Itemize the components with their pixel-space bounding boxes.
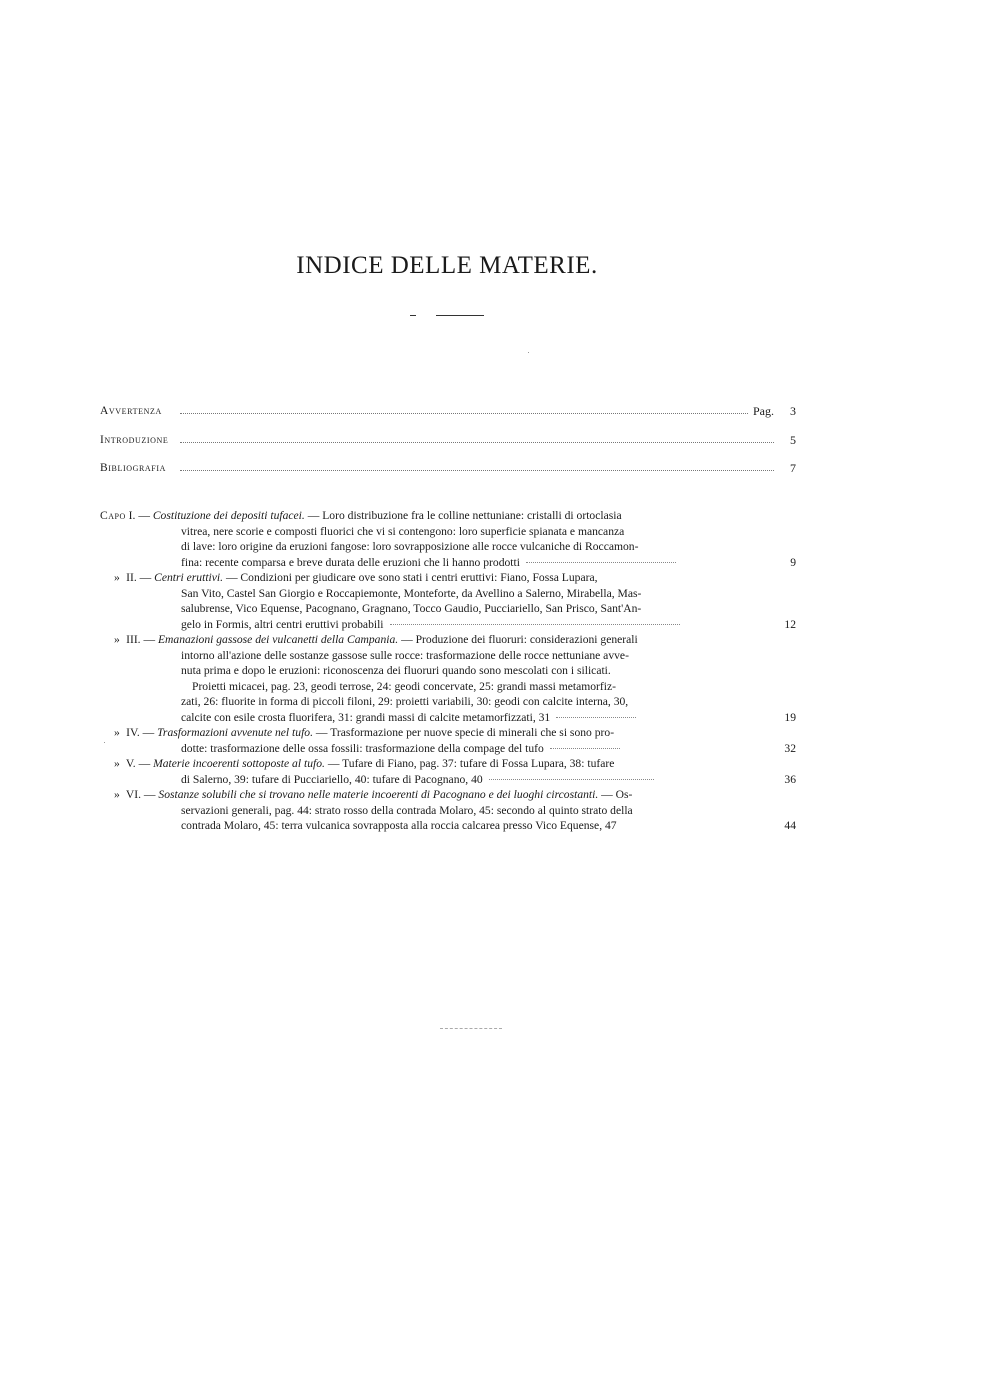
chapter-prefix: » bbox=[114, 757, 121, 770]
bottom-ornament bbox=[440, 1027, 502, 1029]
dot-leader bbox=[489, 779, 654, 780]
dot-leader bbox=[550, 748, 620, 749]
chapter-title: Emanazioni gassose dei vulcanetti della Campania. bbox=[157, 633, 399, 646]
chapter-numeral: V. bbox=[125, 757, 136, 770]
dot-leader bbox=[390, 624, 680, 625]
chapter-text-line: nuta prima e dopo le eruzioni: riconoscenza dei fluoruri quando sono mescolati con i silicati. bbox=[181, 664, 611, 677]
paper-speck bbox=[528, 352, 529, 353]
chapter-text-line: salubrense, Vico Equense, Pacognano, Gragnano, Tocco Gaudio, Pucciariello, San Prisco, Sant'An- bbox=[181, 602, 642, 615]
chapter-text-line: di lave: loro origine da eruzioni fangose: loro sovrapposizione alle rocce vulcaniche di Roccamon- bbox=[181, 540, 639, 553]
chapter-numeral: II. bbox=[126, 571, 137, 584]
toc-entry-introduzione bbox=[100, 432, 796, 448]
chapter-page-number: 44 bbox=[784, 819, 796, 832]
toc-entry-avvertenza bbox=[100, 403, 796, 419]
dot-leader bbox=[180, 470, 774, 471]
chapter-text-line: calcite con esile crosta fluorifera, 31: grandi massi di calcite metamorfizzati, 31 bbox=[181, 710, 551, 724]
dot-leader bbox=[556, 717, 636, 718]
chapter-page-number: 19 bbox=[784, 710, 796, 724]
chapter-entry-1: Capo I. — Costituzione dei depositi tufacei. — Loro distribuzione fra le colline nettuniane: cristalli di ortoclasia vitrea, nere scorie e composti fluorici che vi si contengono: loro superficie spianata e mancanza di lave: loro origine da eruzioni fangose: loro sovrapposizione alle rocce vulcaniche di Roccamon- fina: recente comparsa e breve durata delle eruzioni che li hanno prodotti 9 bbox=[100, 509, 796, 569]
chapter-text-line: contrada Molaro, 45: terra vulcanica sovrapposta alla roccia calcarea presso Vico Equense, 47 bbox=[181, 819, 617, 832]
toc-page-number: 5 bbox=[790, 433, 796, 447]
chapter-title: Trasformazioni avvenute nel tufo. bbox=[157, 726, 313, 739]
chapter-text-line: — Trasformazione per nuove specie di minerali che si sono pro- bbox=[315, 726, 615, 739]
chapter-text-line: vitrea, nere scorie e composti fluorici che vi si contengono: loro superficie spianata e mancanza bbox=[181, 524, 625, 538]
chapter-text-line: — Tufare di Fiano, pag. 37: tufare di Fossa Lupara, 38: tufare bbox=[327, 757, 615, 770]
chapter-entry-6: » VI. — Sostanze solubili che si trovano nelle materie incoerenti di Pacognano e dei luoghi circostanti. — Os- servazioni generali, pag. 44: strato rosso della contrada Molaro, 45: secondo al quinto strato della contrada Molaro, 45: terra vulcanica sovrapposta alla roccia calcarea presso Vico Equense, 47 44 bbox=[114, 788, 796, 832]
chapter-page-number: 12 bbox=[784, 617, 796, 631]
title-rule-short bbox=[410, 315, 416, 316]
chapter-text-line: San Vito, Castel San Giorgio e Roccapiemonte, Monteforte, da Avellino a Salerno, Mirabella, Mas- bbox=[181, 586, 642, 600]
title-rule-long bbox=[436, 315, 484, 316]
chapter-text-line: servazioni generali, pag. 44: strato rosso della contrada Molaro, 45: secondo al quinto strato della bbox=[181, 803, 633, 817]
chapter-prefix: » bbox=[114, 726, 121, 739]
chapter-numeral: VI. bbox=[125, 788, 142, 801]
chapter-entry-2: » II. — Centri eruttivi. — Condizioni per giudicare ove sono stati i centri eruttivi: Fiano, Fossa Lupara, San Vito, Castel San Giorgio e Roccapiemonte, Monteforte, da Avellino a Salerno, Mirabella, Mas- salubrense, Vico Equense, Pacognano, Gragnano, Tocco Gaudio, Pucciariello, San Prisco, Sant'An- gelo in Formis, altri centri eruttivi probabili 12 bbox=[114, 571, 796, 631]
chapter-entry-4: » IV. — Trasformazioni avvenute nel tufo. — Trasformazione per nuove specie di minerali che si sono pro- dotte: trasformazione delle ossa fossili: trasformazione della compage del tufo 32 bbox=[114, 726, 796, 755]
chapter-title: Materie incoerenti sottoposte al tufo. bbox=[153, 757, 325, 770]
chapter-list bbox=[100, 508, 800, 834]
chapter-prefix: » bbox=[114, 571, 121, 584]
chapter-text-line: intorno all'azione delle sostanze gassose sulle rocce: trasformazione delle rocce nettuniane avve- bbox=[181, 648, 629, 662]
chapter-text-line: — Condizioni per giudicare ove sono stati i centri eruttivi: Fiano, Fossa Lupara, bbox=[225, 571, 598, 584]
toc-entry-label: Introduzione bbox=[100, 432, 172, 448]
dot-leader bbox=[180, 442, 774, 443]
chapter-numeral: III. bbox=[126, 633, 141, 646]
toc-page-number: 7 bbox=[790, 461, 796, 475]
chapter-text-line: — Produzione dei fluoruri: considerazioni generali bbox=[401, 633, 638, 646]
chapter-title: Centri eruttivi. bbox=[154, 571, 224, 584]
toc-entry-bibliografia bbox=[100, 460, 796, 476]
chapter-prefix: Capo bbox=[100, 509, 126, 522]
toc-entry-label: Bibliografia bbox=[100, 460, 170, 476]
toc-page-number: 3 bbox=[790, 404, 796, 418]
chapter-text-line: Proietti micacei, pag. 23, geodi terrose, 24: geodi concervate, 25: grandi massi metamorfiz- bbox=[192, 679, 616, 693]
chapter-text-line: — Loro distribuzione fra le colline nettuniane: cristalli di ortoclasia bbox=[307, 509, 622, 522]
chapter-numeral: IV. bbox=[126, 726, 140, 739]
chapter-text-line: fina: recente comparsa e breve durata delle eruzioni che li hanno prodotti bbox=[181, 555, 520, 569]
toc-entry-label: Avvertenza bbox=[100, 403, 166, 419]
chapter-entry-5: » V. — Materie incoerenti sottoposte al tufo. — Tufare di Fiano, pag. 37: tufare di Fossa Lupara, 38: tufare di Salerno, 39: tufare di Pucciariello, 40: tufare di Pacognano, 40 36 bbox=[114, 757, 796, 786]
chapter-numeral: I. bbox=[128, 509, 136, 522]
chapter-text-line: dotte: trasformazione delle ossa fossili: trasformazione della compage del tufo bbox=[181, 741, 544, 755]
chapter-title: Costituzione dei depositi tufacei. bbox=[152, 509, 305, 522]
chapter-text-line: — Os- bbox=[601, 788, 633, 801]
chapter-text-line: di Salerno, 39: tufare di Pucciariello, 40: tufare di Pacognano, 40 bbox=[181, 772, 483, 786]
chapter-entry-3: » III. — Emanazioni gassose dei vulcanetti della Campania. — Produzione dei fluoruri: considerazioni generali intorno all'azione delle sostanze gassose sulle rocce: trasformazione delle rocce nettuniane avve- nuta prima e dopo le eruzioni: riconoscenza dei fluoruri quando sono mescolati con i silicati. Proietti micacei, pag. 23, geodi terrose, 24: geodi concervate, 25: grandi massi metamorfiz- zati, 26: fluorite in forma di piccoli filoni, 29: proietti variabili, 30: geodi con calcite interna, 30, calcite con esile crosta fluorifera, 31: grandi massi di calcite metamorfizzati, 31 19 bbox=[114, 633, 796, 724]
dot-leader bbox=[180, 413, 756, 414]
chapter-text-line: gelo in Formis, altri centri eruttivi probabili bbox=[181, 617, 384, 631]
chapter-title: Sostanze solubili che si trovano nelle materie incoerenti di Pacognano e dei luoghi circostanti. bbox=[158, 788, 599, 801]
dot-leader bbox=[526, 562, 676, 563]
chapter-text-line: zati, 26: fluorite in forma di piccoli filoni, 29: proietti variabili, 30: geodi con calcite interna, 30, bbox=[181, 695, 629, 708]
chapter-page-number: 9 bbox=[790, 555, 796, 569]
chapter-prefix: » bbox=[114, 633, 121, 646]
chapter-prefix: » bbox=[114, 788, 121, 801]
page-title: INDICE DELLE MATERIE. bbox=[296, 252, 598, 279]
pag-label: Pag. bbox=[749, 403, 774, 419]
chapter-page-number: 32 bbox=[784, 741, 796, 755]
chapter-page-number: 36 bbox=[784, 772, 796, 786]
